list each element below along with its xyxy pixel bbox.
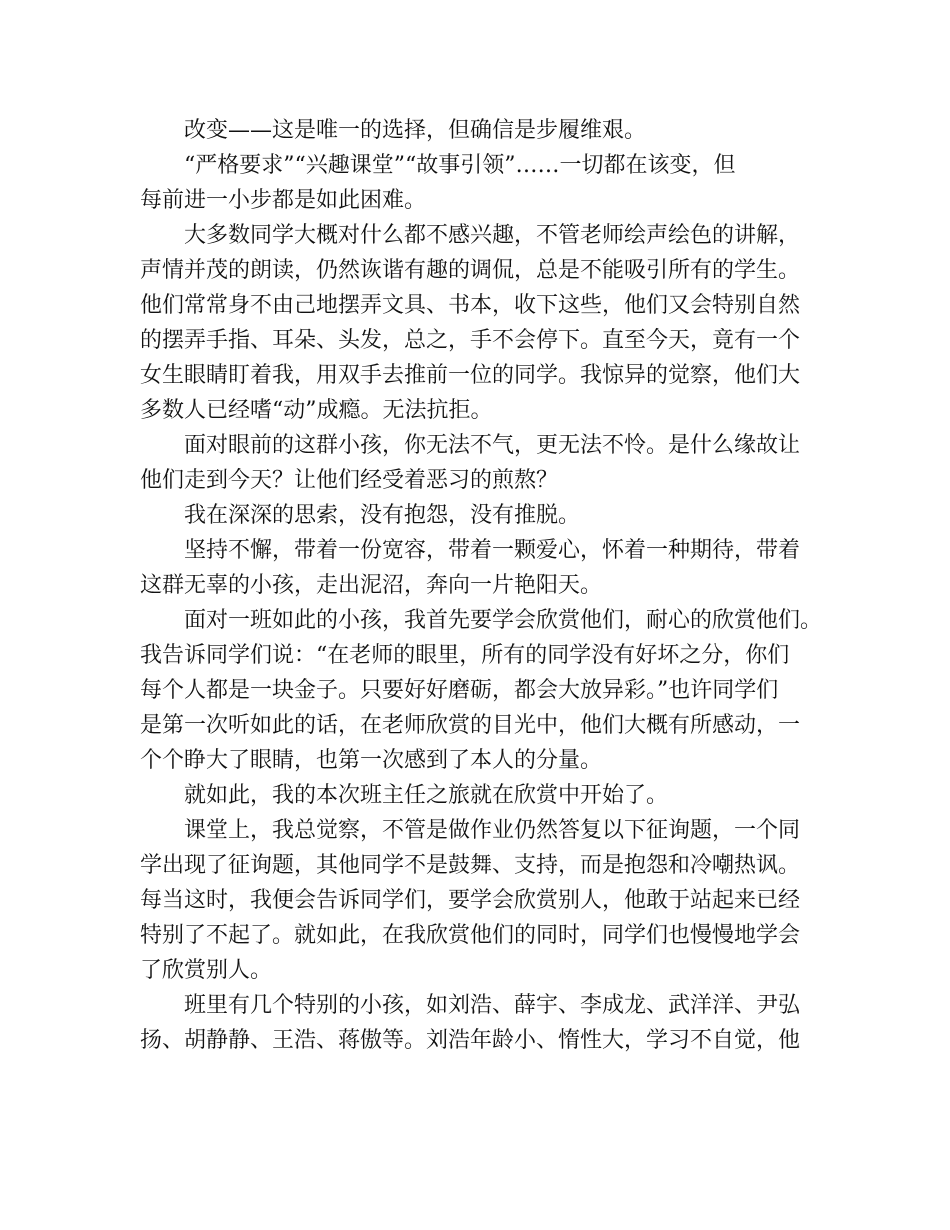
text-line: 班里有几个特别的小孩，如刘浩、薛宇、李成龙、武洋洋、尹弘 bbox=[184, 993, 801, 1018]
text-line: 女生眼睛盯着我，用双手去推前一位的同学。我惊异的觉察，他们大 bbox=[140, 363, 801, 388]
text-line: 面对一班如此的小孩，我首先要学会欣赏他们，耐心的欣赏他们。 bbox=[184, 608, 823, 633]
text-line: 多数人已经嗜“动”成瘾。无法抗拒。 bbox=[140, 398, 493, 423]
text-line: “严格要求”“兴趣课堂”“故事引领”……一切都在该变，但 bbox=[184, 153, 736, 178]
text-line: 每前进一小步都是如此困难。 bbox=[140, 188, 427, 213]
text-line: 课堂上，我总觉察，不管是做作业仍然答复以下征询题，一个同 bbox=[184, 818, 801, 843]
text-line: 我在深深的思索，没有抱怨，没有推脱。 bbox=[184, 503, 581, 528]
text-line: 这群无辜的小孩，走出泥沼，奔向一片艳阳天。 bbox=[140, 573, 603, 598]
text-line: 了欣赏别人。 bbox=[140, 958, 273, 983]
text-line: 声情并茂的朗读，仍然诙谐有趣的调侃，总是不能吸引所有的学生。 bbox=[140, 258, 801, 283]
text-line: 面对眼前的这群小孩，你无法不气，更无法不怜。是什么缘故让 bbox=[184, 433, 801, 458]
text-line: 是第一次听如此的话，在老师欣赏的目光中，他们大概有所感动，一 bbox=[140, 713, 801, 738]
text-line: 每个人都是一块金子。只要好好磨砺，都会大放异彩。”也许同学们 bbox=[140, 678, 779, 703]
document-body bbox=[140, 113, 823, 1058]
text-line: 特别了不起了。就如此，在我欣赏他们的同时，同学们也慢慢地学会 bbox=[140, 923, 801, 948]
text-line: 他们常常身不由己地摆弄文具、书本，收下这些，他们又会特别自然 bbox=[140, 293, 801, 318]
text-line: 的摆弄手指、耳朵、头发，总之，手不会停下。直至今天，竟有一个 bbox=[140, 328, 801, 353]
text-line: 就如此，我的本次班主任之旅就在欣赏中开始了。 bbox=[184, 783, 669, 808]
text-line: 大多数同学大概对什么都不感兴趣，不管老师绘声绘色的讲解， bbox=[184, 223, 801, 248]
text-line: 学出现了征询题，其他同学不是鼓舞、支持，而是抱怨和冷嘲热讽。 bbox=[140, 853, 801, 878]
text-line: 坚持不懈，带着一份宽容，带着一颗爱心，怀着一种期待，带着 bbox=[184, 538, 801, 563]
text-line: 我告诉同学们说：“在老师的眼里，所有的同学没有好坏之分，你们 bbox=[140, 643, 790, 668]
text-line: 改变——这是唯一的选择，但确信是步履维艰。 bbox=[184, 118, 647, 143]
text-line: 个个睁大了眼睛，也第一次感到了本人的分量。 bbox=[140, 748, 603, 773]
text-line: 他们走到今天？让他们经受着恶习的煎熬？ bbox=[140, 468, 559, 493]
text-line: 扬、胡静静、王浩、蒋傲等。刘浩年龄小、惰性大，学习不自觉，他 bbox=[140, 1028, 801, 1053]
text-line: 每当这时，我便会告诉同学们，要学会欣赏别人，他敢于站起来已经 bbox=[140, 888, 801, 913]
